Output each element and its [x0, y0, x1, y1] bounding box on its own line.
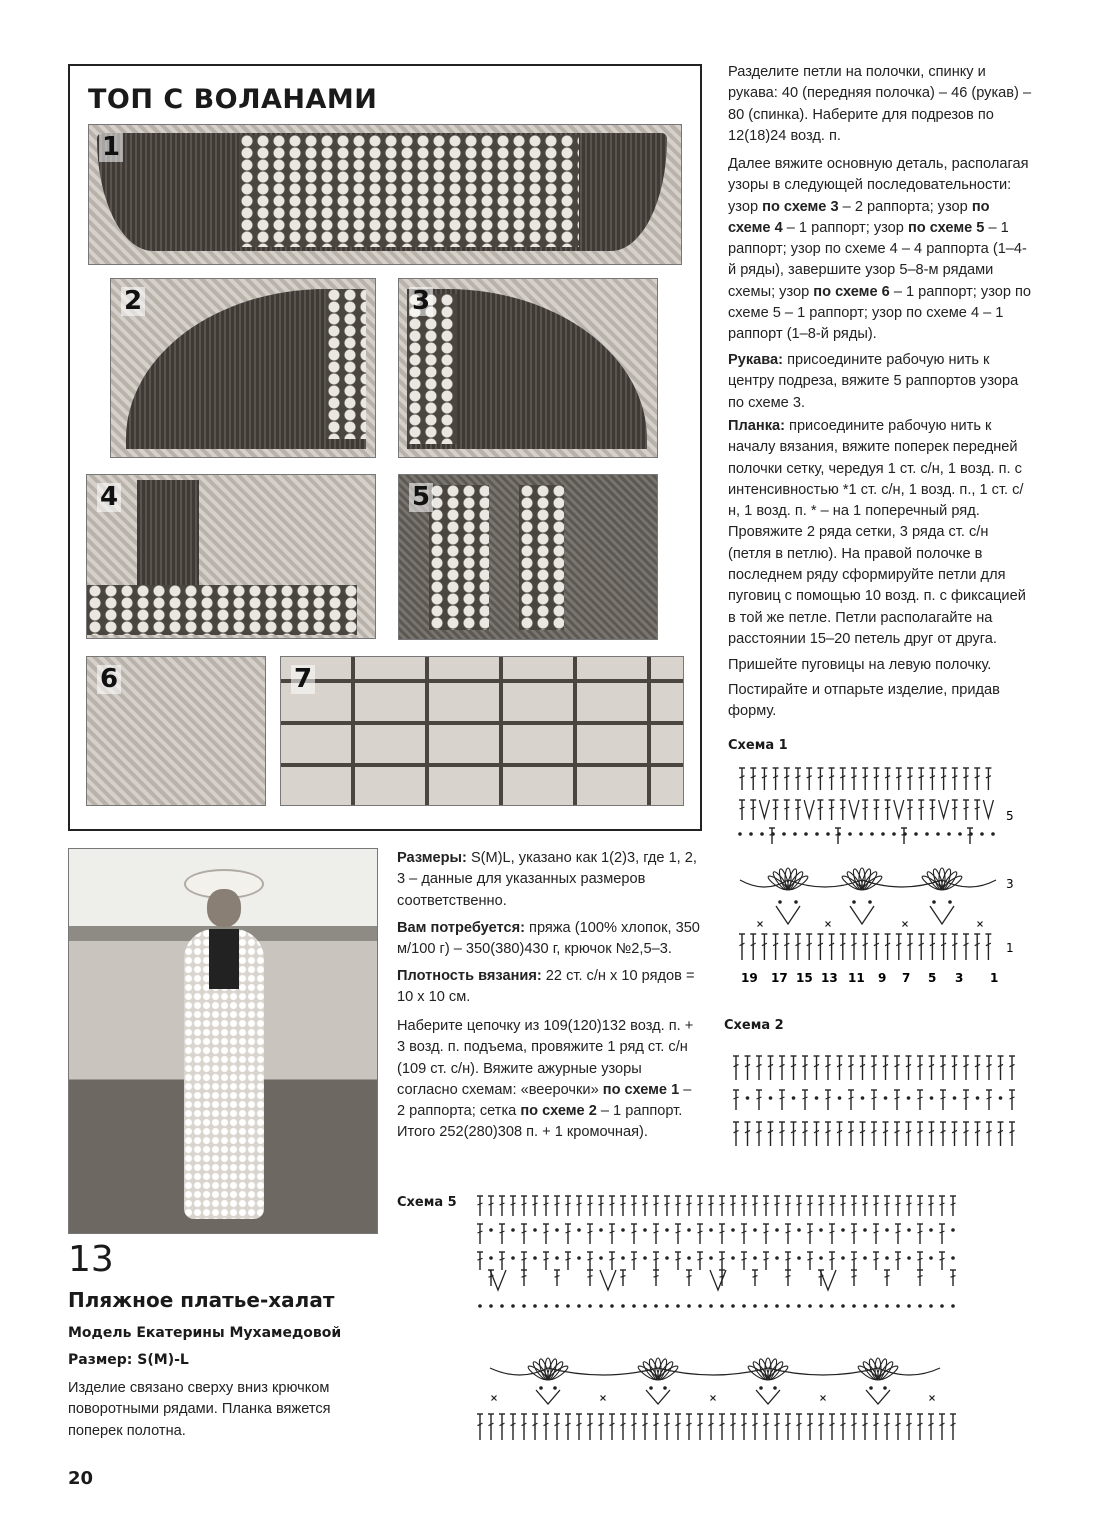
- column-label: 15: [796, 971, 813, 985]
- paragraph-placket: Планка: присоедините рабочую нить к началу вязания, вяжите поперек передней полочки сетку, чередуя 1 ст. с/н, 1 возд. п. с интенсивностью *1 ст. с/н, 1 возд. п., 1 ст. с/н, 1 возд. п. * – на 1 поперечный ряд. Провяжите 2 ряда сетки, 3 ряда ст. с/н (петля в петлю). На правой полочке в последнем ряду сформируйте петли для пуговиц с помощью 10 возд. п. с фиксацией в той же петле. Петли располагайте на расстоянии 15–20 петель друг от друга.: [728, 418, 1026, 647]
- photo-number: 6: [97, 665, 121, 694]
- model-photo: [68, 848, 378, 1234]
- page-number: 20: [68, 1468, 94, 1489]
- article-instructions: Наберите цепочку из 109(120)132 возд. п. + 3 возд. п. подъема, провяжите 1 ряд ст. с/н (109 ст. с/н). Вяжите ажурные узоры согласно схемам: «веерочки» по схеме 1 – 2 раппорта; сетка по схеме 2 – 1 раппорт. Итого 252(280)308 п. + 1 кромочная).: [397, 1018, 694, 1141]
- scheme-1-title: Схема 1: [728, 738, 788, 753]
- paragraph-sleeves: Рукава: присоедините рабочую нить к центру подреза, вяжите 5 раппортов узора по схеме 3.: [728, 352, 1019, 411]
- column-label: 5: [928, 971, 937, 985]
- article-materials: Вам потребуется: пряжа (100% хлопок, 350 м/100 г) – 350(380)430 г, крючок №2,5–3.: [397, 920, 700, 958]
- article-gauge: Плотность вязания: 22 ст. с/н х 10 рядов = 10 х 10 см.: [397, 968, 695, 1006]
- photo-7: [280, 656, 684, 806]
- column-label: 17: [771, 971, 788, 985]
- photo-3: [398, 278, 658, 458]
- photo-number: 5: [409, 483, 433, 512]
- paragraph-divide-stitches: Разделите петли на полочки, спинку и рукава: 40 (передняя полочка) – 46 (рукав) – 80 (спинка). Наберите для подрезов по 12(18)24 возд. п.: [728, 64, 1032, 144]
- column-label: 19: [741, 971, 758, 985]
- paragraph-buttons: Пришейте пуговицы на левую полочку.: [728, 657, 992, 673]
- article-intro: Изделие связано сверху вниз крючком поворотными рядами. Планка вяжется поперек полотна.: [68, 1380, 331, 1439]
- photo-collage-frame: [68, 64, 702, 831]
- scheme-1-diagram: [730, 762, 1030, 992]
- row-label: 5: [1006, 809, 1014, 823]
- article-number: 13: [68, 1239, 114, 1280]
- column-label: 13: [821, 971, 838, 985]
- photo-number: 2: [121, 287, 145, 316]
- paragraph-finishing: Постирайте и отпарьте изделие, придав форму.: [728, 682, 1000, 720]
- article-size: Размер: S(M)-L: [68, 1352, 189, 1368]
- article-model: Модель Екатерины Мухамедовой: [68, 1325, 342, 1341]
- photo-number: 7: [291, 665, 315, 694]
- row-label: 1: [1006, 941, 1014, 955]
- section-title: ТОП С ВОЛАНАМИ: [88, 84, 378, 115]
- photo-1: [88, 124, 682, 265]
- column-label: 11: [848, 971, 865, 985]
- row-label: 3: [1006, 877, 1014, 891]
- column-label: 3: [955, 971, 964, 985]
- photo-number: 1: [99, 133, 123, 162]
- paragraph-main-part: Далее вяжите основную деталь, располагая узоры в следующей последовательности: узор по схеме 3 – 2 раппорта; узор по схеме 4 – 1 раппорт; узор по схеме 5 – 1 раппорт; узор по схеме 4 – 4 раппорта (1–4-й ряды), завершите узор 5–8-м рядами схемы; узор по схеме 6 – 1 раппорт; узор по схеме 5 – 1 раппорт; узор по схеме 4 – 1 раппорт (1–8-й ряды).: [728, 156, 1032, 343]
- photo-5: [398, 474, 658, 640]
- photo-number: 3: [409, 287, 433, 316]
- article-sizes: Размеры: S(M)L, указано как 1(2)3, где 1, 2, 3 – данные для указанных размеров соответственно.: [397, 850, 697, 909]
- column-label: 1: [990, 971, 999, 985]
- scheme-5-title: Схема 5: [397, 1195, 457, 1210]
- scheme-2-diagram: [730, 1050, 1030, 1150]
- photo-number: 4: [97, 483, 121, 512]
- scheme-2-title: Схема 2: [724, 1018, 784, 1033]
- column-label: 9: [878, 971, 887, 985]
- photo-4: [86, 474, 376, 639]
- article-title: Пляжное платье-халат: [68, 1288, 335, 1312]
- column-label: 7: [902, 971, 911, 985]
- photo-2: [110, 278, 376, 458]
- scheme-5-diagram: [470, 1190, 970, 1450]
- photo-6: [86, 656, 266, 806]
